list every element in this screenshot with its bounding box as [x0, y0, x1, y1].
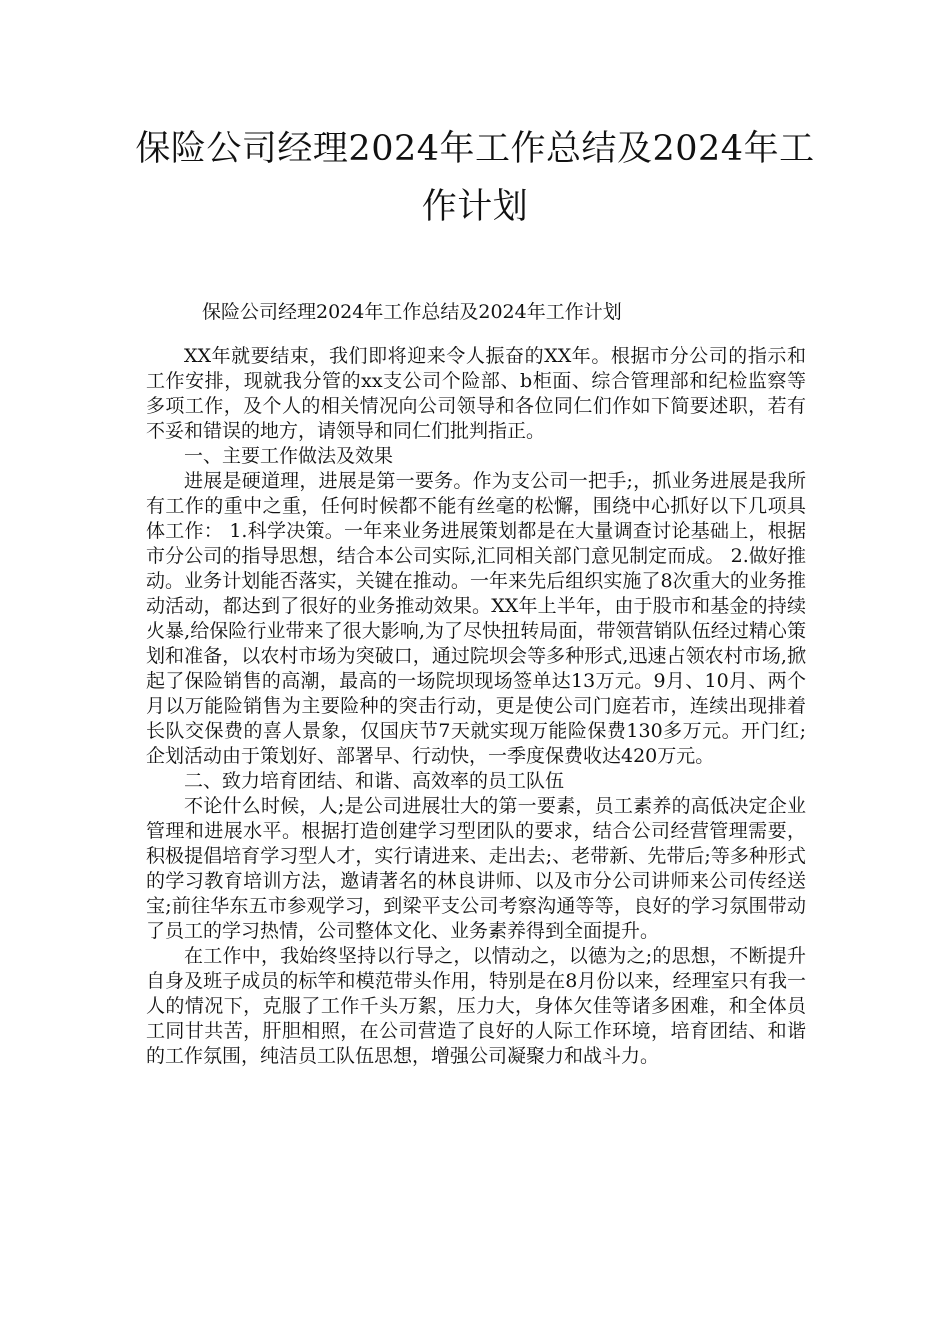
document-subtitle: 保险公司经理2024年工作总结及2024年工作计划 — [202, 301, 622, 323]
paragraph-section-2b: 在工作中，我始终坚持以行导之，以情动之，以德为之;的思想，不断提升自身及班子成员的标竿和模范带头作用，特别是在8月份以来，经理室只有我一人的情况下，克服了工作千头万絮，压力大，身体欠佳等诸多困难，和全体员工同甘共苦，肝胆相照，在公司营造了良好的人际工作环境，培育团结、和谐的工作氛围，纯洁员工队伍思想，增强公司凝聚力和战斗力。 — [146, 945, 806, 1067]
paragraph-section-2a: 不论什么时候，人;是公司进展壮大的第一要素，员工素养的高低决定企业管理和进展水平。根据打造创建学习型团队的要求，结合公司经营管理需要，积极提倡培育学习型人才，实行请进来、走出去;、老带新、先带后;等多种形式的学习教育培训方法，邀请著名的林良讲师、以及市分公司讲师来公司传经送宝;前往华东五市参观学习，到梁平支公司考察沟通等等，良好的学习氛围带动了员工的学习热情，公司整体文化、业务素养得到全面提升。 — [146, 795, 806, 942]
document-title: 保险公司经理2024年工作总结及2024年工作计划 — [135, 129, 815, 227]
paragraph-section-1: 进展是硬道理，进展是第一要务。作为支公司一把手;，抓业务进展是我所有工作的重中之重，任何时候都不能有丝毫的松懈，围绕中心抓好以下几项具体工作： 1.科学决策。一年来业务进展策划都是在大量调查讨论基础上，根据市分公司的指导思想，结合本公司实际,汇同相关部门意见制定而成。 2.做好推动。业务计划能否落实，关键在推动。一年来先后组织实施了8次重大的业务推动活动，都达到了很好的业务推动效果。XX年上半年，由于股市和基金的持续火暴,给保险行业带来了很大影响,为了尽快扭转局面，带领营销队伍经过精心策划和准备，以农村市场为突破口，通过院坝会等多种形式,迅速占领农村市场,掀起了保险销售的高潮，最高的一场院坝现场签单达13万元。9月、10月、两个月以万能险销售为主要险种的突击行动，更是使公司门庭若市，连续出现排着长队交保费的喜人景象，仅国庆节7天就实现万能险保费130多万元。开门红;企划活动由于策划好、部署早、行动快，一季度保费收达420万元。 — [146, 470, 806, 767]
section-heading-1: 一、主要工作做法及效果 — [184, 445, 394, 467]
section-heading-2: 二、致力培育团结、和谐、高效率的员工队伍 — [184, 770, 565, 792]
document-body — [146, 344, 806, 1069]
paragraph-intro: XX年就要结束，我们即将迎来令人振奋的XX年。根据市分公司的指示和工作安排，现就我分管的xx支公司个险部、b柜面、综合管理部和纪检监察等多项工作，及个人的相关情况向公司领导和各位同仁们作如下简要述职，若有不妥和错误的地方，请领导和同仁们批判指正。 — [146, 345, 806, 442]
